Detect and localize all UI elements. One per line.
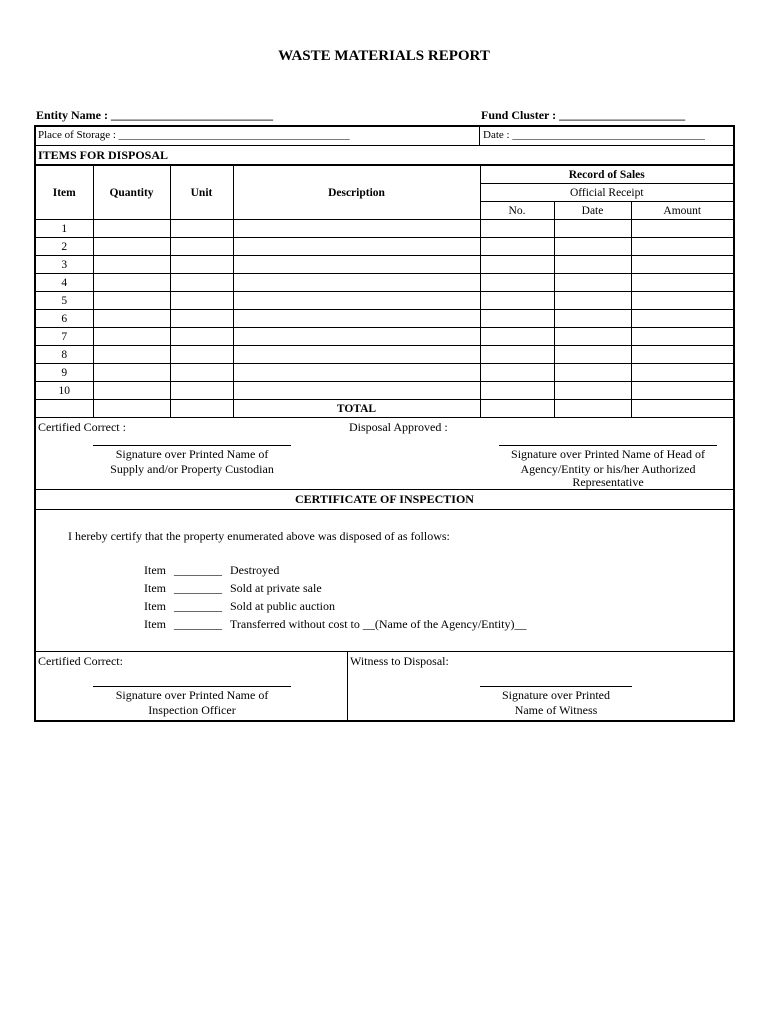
table-row	[36, 382, 733, 400]
disposition-item	[144, 581, 527, 599]
item-number-cell: 9	[36, 364, 93, 382]
certificate-section	[36, 510, 733, 652]
certificate-of-inspection-title: CERTIFICATE OF INSPECTION	[295, 492, 474, 506]
approval-section	[36, 418, 733, 490]
description-cell[interactable]	[233, 274, 480, 292]
disposition-text: Sold at public auction	[230, 599, 335, 613]
certified-correct-label: Certified Correct :	[38, 420, 126, 434]
items-table	[36, 165, 733, 418]
quantity-cell[interactable]	[93, 346, 170, 364]
certified-correct-2-label: Certified Correct:	[38, 654, 123, 668]
custodian-sig-text-1: Signature over Printed Name of	[115, 447, 269, 461]
unit-cell[interactable]	[170, 364, 233, 382]
items-header	[36, 146, 733, 165]
custodian-sig-text-2: Supply and/or Property Custodian	[110, 462, 274, 476]
receipt-no-cell[interactable]	[480, 364, 554, 382]
quantity-cell[interactable]	[93, 382, 170, 400]
unit-cell[interactable]	[170, 346, 233, 364]
unit-cell[interactable]	[170, 256, 233, 274]
receipt-no-cell[interactable]	[480, 256, 554, 274]
entity-name-field[interactable]: Entity Name : ___________________________	[36, 108, 273, 122]
receipt-no-cell[interactable]	[480, 346, 554, 364]
quantity-cell[interactable]	[93, 310, 170, 328]
receipt-date-cell[interactable]	[554, 382, 631, 400]
receipt-date-cell[interactable]	[554, 256, 631, 274]
disposition-text: Transferred without cost to __(Name of the Agency/Entity)__	[230, 617, 527, 631]
receipt-date-cell[interactable]	[554, 238, 631, 256]
receipt-date-cell[interactable]	[554, 274, 631, 292]
receipt-date-cell[interactable]	[554, 292, 631, 310]
inspector-sig-text-1: Signature over Printed Name of	[115, 688, 269, 702]
col-quantity: Quantity	[93, 166, 170, 220]
disposition-blank[interactable]: ________	[174, 617, 222, 631]
fund-cluster-field[interactable]: Fund Cluster : _____________________	[481, 108, 686, 122]
witness-sig-text-1: Signature over Printed	[502, 688, 610, 702]
item-number-cell: 7	[36, 328, 93, 346]
disposition-blank[interactable]: ________	[174, 581, 222, 595]
disposition-item-label: Item	[144, 581, 166, 595]
quantity-cell[interactable]	[93, 364, 170, 382]
report-form	[34, 125, 735, 722]
items-for-disposal-label: ITEMS FOR DISPOSAL	[38, 148, 169, 162]
description-cell[interactable]	[233, 364, 480, 382]
disposition-item	[144, 617, 527, 635]
head-signature-line[interactable]	[499, 445, 717, 446]
item-number-cell: 3	[36, 256, 93, 274]
item-number-cell: 10	[36, 382, 93, 400]
description-cell[interactable]	[233, 238, 480, 256]
description-cell[interactable]	[233, 310, 480, 328]
unit-cell[interactable]	[170, 328, 233, 346]
description-cell[interactable]	[233, 328, 480, 346]
disposition-list	[144, 563, 527, 635]
receipt-date-cell[interactable]	[554, 220, 631, 238]
table-row	[36, 310, 733, 328]
col-unit: Unit	[170, 166, 233, 220]
total-amount-cell[interactable]	[631, 400, 733, 418]
total-no-cell[interactable]	[480, 400, 554, 418]
custodian-signature-line[interactable]	[93, 445, 291, 446]
page-title: WASTE MATERIALS REPORT	[278, 48, 490, 64]
witness-sig-text-2: Name of Witness	[514, 703, 598, 717]
col-date: Date	[554, 202, 631, 220]
amount-cell[interactable]	[631, 238, 733, 256]
quantity-cell[interactable]	[93, 238, 170, 256]
inspector-signature-line[interactable]	[93, 686, 291, 687]
amount-cell[interactable]	[631, 292, 733, 310]
item-number-cell: 2	[36, 238, 93, 256]
unit-cell[interactable]	[170, 382, 233, 400]
col-description: Description	[233, 166, 480, 220]
date-field[interactable]: Date : ___________________________________	[483, 129, 705, 141]
item-number-cell: 8	[36, 346, 93, 364]
receipt-no-cell[interactable]	[480, 292, 554, 310]
total-label: TOTAL	[233, 400, 480, 418]
quantity-cell[interactable]	[93, 328, 170, 346]
item-number-cell: 6	[36, 310, 93, 328]
amount-cell[interactable]	[631, 328, 733, 346]
table-row	[36, 346, 733, 364]
table-row	[36, 292, 733, 310]
receipt-no-cell[interactable]	[480, 220, 554, 238]
disposition-item	[144, 599, 527, 617]
unit-cell[interactable]	[170, 310, 233, 328]
storage-row	[36, 127, 733, 146]
disposition-item-label: Item	[144, 563, 166, 577]
witness-label: Witness to Disposal:	[350, 654, 449, 668]
receipt-date-cell[interactable]	[554, 364, 631, 382]
description-cell[interactable]	[233, 346, 480, 364]
table-row	[36, 238, 733, 256]
amount-cell[interactable]	[631, 382, 733, 400]
total-date-cell[interactable]	[554, 400, 631, 418]
col-amount: Amount	[631, 202, 733, 220]
col-official-receipt: Official Receipt	[480, 184, 733, 202]
receipt-no-cell[interactable]	[480, 310, 554, 328]
item-number-cell: 4	[36, 274, 93, 292]
receipt-no-cell[interactable]	[480, 382, 554, 400]
disposition-item-label: Item	[144, 599, 166, 613]
certificate-statement: I hereby certify that the property enumerated above was disposed of as follows:	[68, 529, 450, 543]
witness-signature-line[interactable]	[480, 686, 632, 687]
quantity-cell[interactable]	[93, 274, 170, 292]
description-cell[interactable]	[233, 256, 480, 274]
disposal-approved-label: Disposal Approved :	[349, 420, 448, 434]
amount-cell[interactable]	[631, 220, 733, 238]
col-item: Item	[36, 166, 93, 220]
unit-cell[interactable]	[170, 274, 233, 292]
description-cell[interactable]	[233, 292, 480, 310]
inspector-sig-text-2: Inspection Officer	[148, 703, 236, 717]
table-row	[36, 364, 733, 382]
disposition-blank[interactable]: ________	[174, 563, 222, 577]
certificate-header	[36, 490, 733, 510]
item-number-cell: 1	[36, 220, 93, 238]
table-row	[36, 220, 733, 238]
amount-cell[interactable]	[631, 274, 733, 292]
table-row	[36, 328, 733, 346]
inspection-signatures	[36, 652, 733, 720]
amount-cell[interactable]	[631, 364, 733, 382]
amount-cell[interactable]	[631, 256, 733, 274]
unit-cell[interactable]	[170, 292, 233, 310]
quantity-cell[interactable]	[93, 220, 170, 238]
unit-cell[interactable]	[170, 220, 233, 238]
receipt-date-cell[interactable]	[554, 310, 631, 328]
receipt-no-cell[interactable]	[480, 274, 554, 292]
disposition-blank[interactable]: ________	[174, 599, 222, 613]
receipt-no-cell[interactable]	[480, 238, 554, 256]
amount-cell[interactable]	[631, 346, 733, 364]
quantity-cell[interactable]	[93, 292, 170, 310]
table-row	[36, 256, 733, 274]
unit-cell[interactable]	[170, 238, 233, 256]
description-cell[interactable]	[233, 220, 480, 238]
receipt-date-cell[interactable]	[554, 328, 631, 346]
col-record-of-sales: Record of Sales	[480, 166, 733, 184]
disposition-item-label: Item	[144, 617, 166, 631]
col-no: No.	[480, 202, 554, 220]
quantity-cell[interactable]	[93, 256, 170, 274]
description-cell[interactable]	[233, 382, 480, 400]
table-row	[36, 274, 733, 292]
item-number-cell: 5	[36, 292, 93, 310]
disposition-text: Destroyed	[230, 563, 280, 577]
disposition-text: Sold at private sale	[230, 581, 322, 595]
receipt-date-cell[interactable]	[554, 346, 631, 364]
amount-cell[interactable]	[631, 310, 733, 328]
place-of-storage-field[interactable]: Place of Storage : __________________________________________	[38, 129, 350, 141]
head-sig-text-3: Representative	[572, 475, 644, 489]
receipt-no-cell[interactable]	[480, 328, 554, 346]
head-sig-text-1: Signature over Printed Name of Head of	[511, 447, 705, 461]
head-sig-text-2: Agency/Entity or his/her Authorized	[520, 462, 696, 476]
disposition-item	[144, 563, 527, 581]
